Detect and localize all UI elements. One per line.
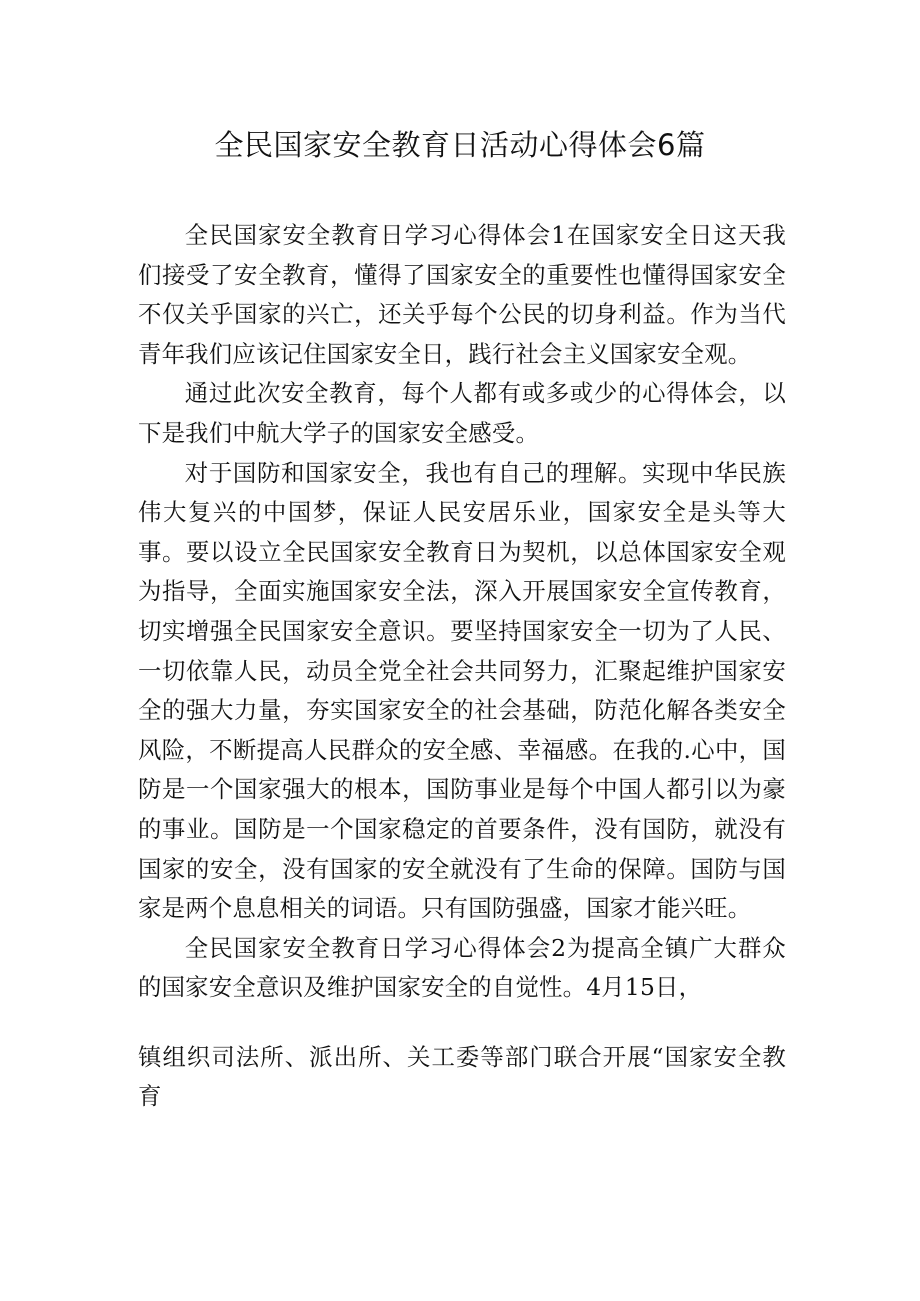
paragraph-4: 全民国家安全教育日学习心得体会2为提高全镇广大群众的国家安全意识及维护国家安全的自觉性。4月15日， <box>138 933 786 1002</box>
paragraph-3: 对于国防和国家安全，我也有自己的理解。实现中华民族伟大复兴的中国梦，保证人民安居乐业，国家安全是头等大事。要以设立全民国家安全教育日为契机，以总体国家安全观为指导，全面实施国家安全法，深入开展国家安全宣传教育，切实增强全民国家安全意识。要坚持国家安全一切为了人民、一切依靠人民，动员全党全社会共同努力，汇聚起维护国家安全的强大力量，夯实国家安全的社会基础，防范化解各类安全风险，不断提高人民群众的安全感、幸福感。在我的.心中，国防是一个国家强大的根本，国防事业是每个中国人都引以为豪的事业。国防是一个国家稳定的首要条件，没有国防，就没有国家的安全，没有国家的安全就没有了生命的保障。国防与国家是两个息息相关的词语。只有国防强盛，国家才能兴旺。 <box>138 458 786 923</box>
paragraph-continuation: 镇组织司法所、派出所、关工委等部门联合开展“国家安全教育 <box>138 1042 786 1111</box>
paragraph-1: 全民国家安全教育日学习心得体会1在国家安全日这天我们接受了安全教育，懂得了国家安全的重要性也懂得国家安全不仅关乎国家的兴亡，还关乎每个公民的切身利益。作为当代青年我们应该记住国家安全日，践行社会主义国家安全观。 <box>138 221 786 368</box>
document-title: 全民国家安全教育日活动心得体会6篇 <box>214 128 706 162</box>
document-body <box>138 216 786 1117</box>
paragraph-2: 通过此次安全教育，每个人都有或多或少的心得体会，以下是我们中航大学子的国家安全感受。 <box>138 379 786 447</box>
